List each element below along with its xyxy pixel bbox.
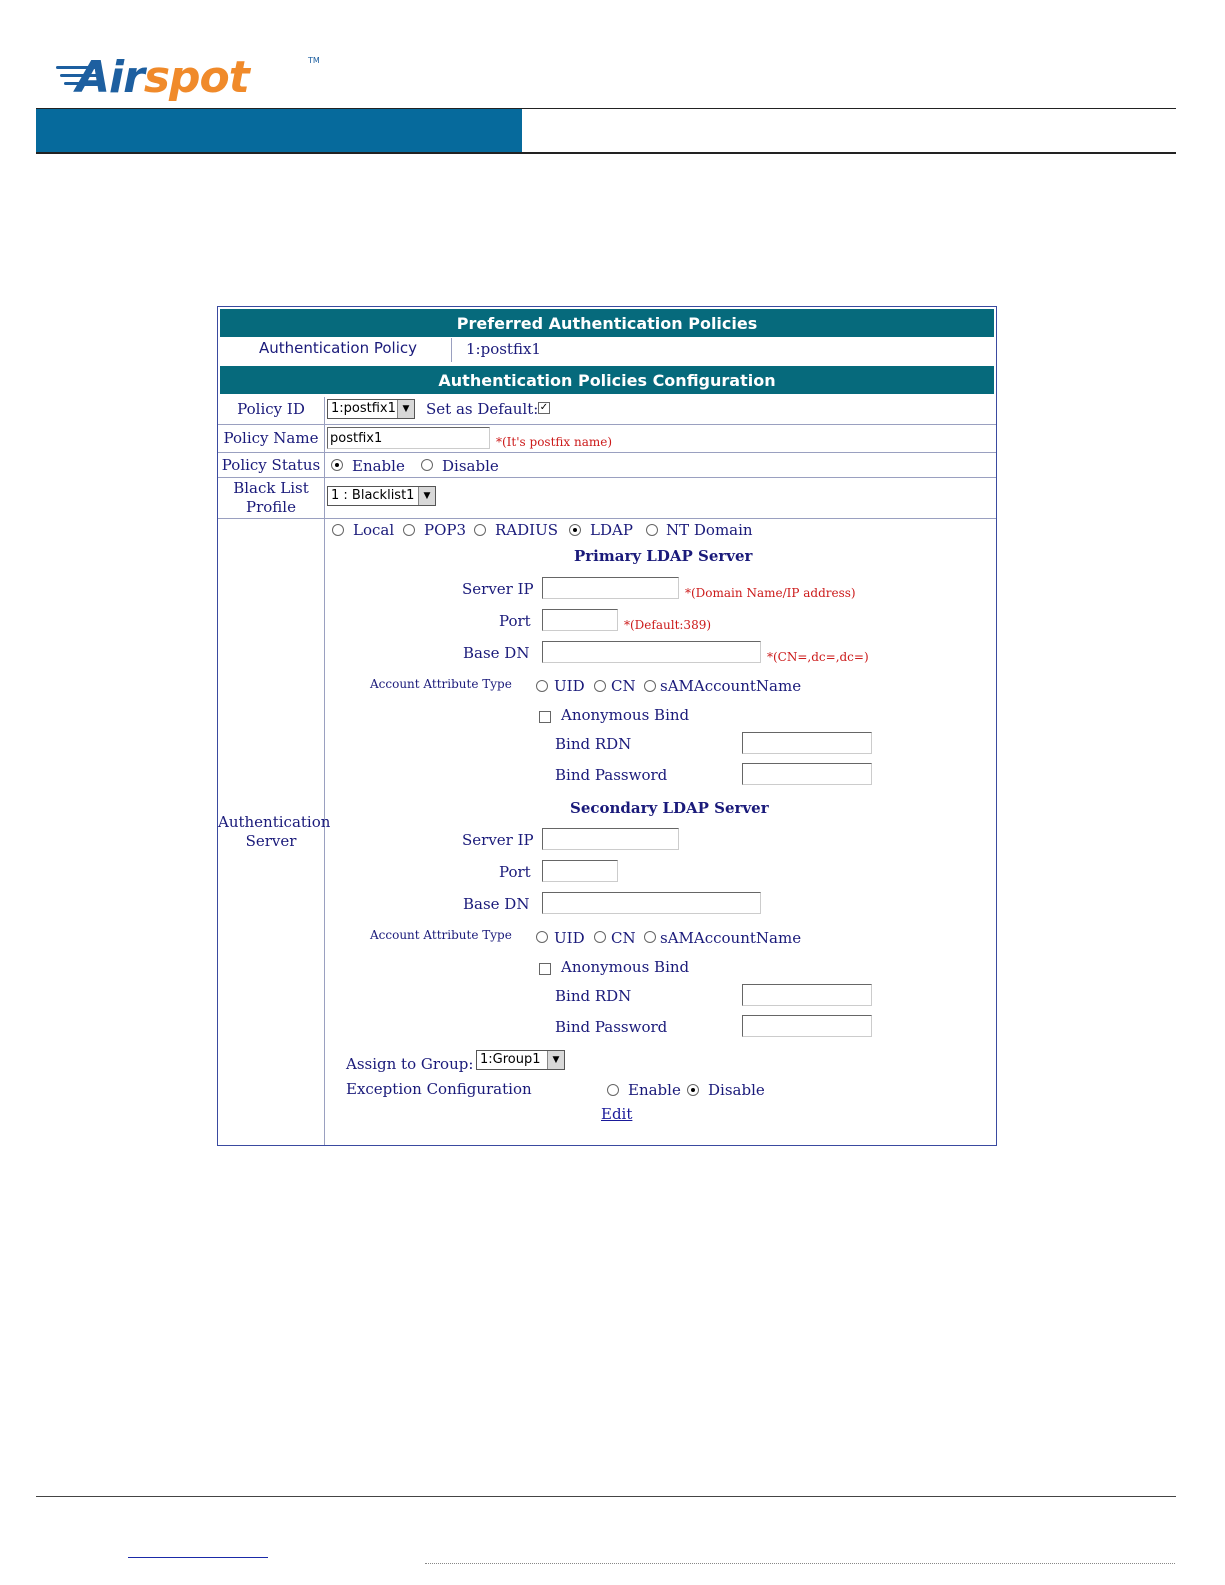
primary-base-dn-label: Base DN xyxy=(463,644,530,662)
type-radius-label: RADIUS xyxy=(495,521,558,539)
exception-disable-label: Disable xyxy=(708,1081,765,1099)
secondary-bind-password-input[interactable] xyxy=(742,1015,872,1037)
policy-id-value: 1:postfix1 xyxy=(331,401,396,416)
primary-attr-type-label: Account Attribute Type xyxy=(370,677,512,691)
preferred-policies-header: Preferred Authentication Policies xyxy=(220,309,994,337)
type-ldap-label: LDAP xyxy=(590,521,633,539)
primary-ldap-title: Primary LDAP Server xyxy=(574,547,753,565)
primary-server-ip-hint: *(Domain Name/IP address) xyxy=(685,586,856,600)
airspot-logo xyxy=(56,52,356,104)
policy-name-input[interactable] xyxy=(327,427,490,449)
status-enable-radio[interactable] xyxy=(331,459,343,471)
header-rule xyxy=(36,152,1176,154)
primary-bind-password-input[interactable] xyxy=(742,763,872,785)
exception-enable-label: Enable xyxy=(628,1081,681,1099)
policy-name-hint: *(It's postfix name) xyxy=(496,435,613,449)
secondary-anonymous-label: Anonymous Bind xyxy=(561,958,690,976)
secondary-server-ip-input[interactable] xyxy=(542,828,679,850)
primary-attr-cn-label: CN xyxy=(611,677,636,695)
status-disable-radio[interactable] xyxy=(421,459,433,471)
config-header: Authentication Policies Configuration xyxy=(220,366,994,394)
primary-bind-rdn-label: Bind RDN xyxy=(555,735,632,753)
footer-rule xyxy=(36,1496,1176,1497)
type-pop3-label: POP3 xyxy=(424,521,467,539)
footer-dotted-rule xyxy=(425,1563,1175,1564)
primary-attr-sam-radio[interactable] xyxy=(644,680,656,692)
secondary-bind-rdn-input[interactable] xyxy=(742,984,872,1006)
logo-wordmark: Airspot xyxy=(76,52,249,103)
secondary-bind-rdn-label: Bind RDN xyxy=(555,987,632,1005)
row-divider xyxy=(218,424,996,425)
type-nt-domain-label: NT Domain xyxy=(666,521,753,539)
secondary-attr-cn-radio[interactable] xyxy=(594,931,606,943)
header-band xyxy=(36,109,522,153)
auth-server-label xyxy=(218,813,331,851)
row-divider xyxy=(218,477,996,478)
chevron-down-icon: ▼ xyxy=(418,487,435,505)
set-default-checkbox[interactable]: ✓ xyxy=(539,402,549,413)
exception-edit-link[interactable]: Edit xyxy=(601,1105,633,1123)
primary-attr-uid-label: UID xyxy=(554,677,585,695)
assign-group-select[interactable] xyxy=(476,1050,565,1070)
primary-anonymous-label: Anonymous Bind xyxy=(561,706,690,724)
type-radius-radio[interactable] xyxy=(474,524,486,536)
auth-server-label-line1: Authentication xyxy=(218,813,331,831)
primary-port-hint: *(Default:389) xyxy=(624,618,712,632)
row-divider xyxy=(218,452,996,453)
auth-server-label-line2: Server xyxy=(245,832,297,850)
secondary-base-dn-input[interactable] xyxy=(542,892,761,914)
set-default-label: Set as Default: xyxy=(426,400,539,418)
primary-bind-password-label: Bind Password xyxy=(555,766,668,784)
primary-attr-uid-radio[interactable] xyxy=(536,680,548,692)
chevron-down-icon: ▼ xyxy=(547,1051,564,1069)
secondary-port-label: Port xyxy=(499,863,531,881)
logo-trademark: TM xyxy=(308,56,320,65)
assign-group-value: 1:Group1 xyxy=(480,1052,541,1067)
primary-server-ip-label: Server IP xyxy=(462,580,534,598)
status-enable-label: Enable xyxy=(352,457,405,475)
policy-name-label: Policy Name xyxy=(223,429,319,447)
policy-id-label: Policy ID xyxy=(237,400,305,418)
secondary-bind-password-label: Bind Password xyxy=(555,1018,668,1036)
secondary-attr-sam-radio[interactable] xyxy=(644,931,656,943)
secondary-attr-type-label: Account Attribute Type xyxy=(370,928,512,942)
auth-policy-panel xyxy=(217,306,997,1146)
black-list-label-line1: Black List xyxy=(233,479,309,497)
primary-base-dn-input[interactable] xyxy=(542,641,761,663)
primary-attr-cn-radio[interactable] xyxy=(594,680,606,692)
secondary-anonymous-checkbox[interactable] xyxy=(539,963,551,975)
exception-enable-radio[interactable] xyxy=(607,1084,619,1096)
primary-attr-sam-label: sAMAccountName xyxy=(660,677,802,695)
divider xyxy=(451,338,452,362)
secondary-attr-sam-label: sAMAccountName xyxy=(660,929,802,947)
black-list-select[interactable] xyxy=(327,486,436,506)
status-disable-label: Disable xyxy=(442,457,499,475)
secondary-port-input[interactable] xyxy=(542,860,618,882)
secondary-server-ip-label: Server IP xyxy=(462,831,534,849)
primary-port-label: Port xyxy=(499,612,531,630)
primary-port-input[interactable] xyxy=(542,609,618,631)
secondary-attr-uid-radio[interactable] xyxy=(536,931,548,943)
black-list-label-line2: Profile xyxy=(246,498,296,516)
primary-base-dn-hint: *(CN=,dc=,dc=) xyxy=(767,650,869,664)
exception-disable-radio[interactable] xyxy=(687,1084,699,1096)
secondary-ldap-title: Secondary LDAP Server xyxy=(570,799,769,817)
secondary-base-dn-label: Base DN xyxy=(463,895,530,913)
assign-group-label: Assign to Group: xyxy=(346,1055,474,1073)
secondary-attr-uid-label: UID xyxy=(554,929,585,947)
primary-bind-rdn-input[interactable] xyxy=(742,732,872,754)
type-pop3-radio[interactable] xyxy=(403,524,415,536)
primary-server-ip-input[interactable] xyxy=(542,577,679,599)
secondary-attr-cn-label: CN xyxy=(611,929,636,947)
policy-status-label: Policy Status xyxy=(221,456,321,474)
policy-id-select[interactable] xyxy=(327,399,415,419)
black-list-label xyxy=(218,479,324,517)
footer-link-underline xyxy=(128,1557,268,1558)
type-nt-domain-radio[interactable] xyxy=(646,524,658,536)
label-column-divider xyxy=(324,397,325,1145)
primary-anonymous-checkbox[interactable] xyxy=(539,711,551,723)
black-list-value: 1 : Blacklist1 xyxy=(331,488,415,503)
type-ldap-radio[interactable] xyxy=(569,524,581,536)
chevron-down-icon: ▼ xyxy=(397,400,414,418)
authentication-policy-label: Authentication Policy xyxy=(258,339,418,357)
authentication-policy-value: 1:postfix1 xyxy=(466,340,541,358)
type-local-radio[interactable] xyxy=(332,524,344,536)
row-divider xyxy=(218,518,996,519)
type-local-label: Local xyxy=(353,521,395,539)
exception-config-label: Exception Configuration xyxy=(346,1080,532,1098)
